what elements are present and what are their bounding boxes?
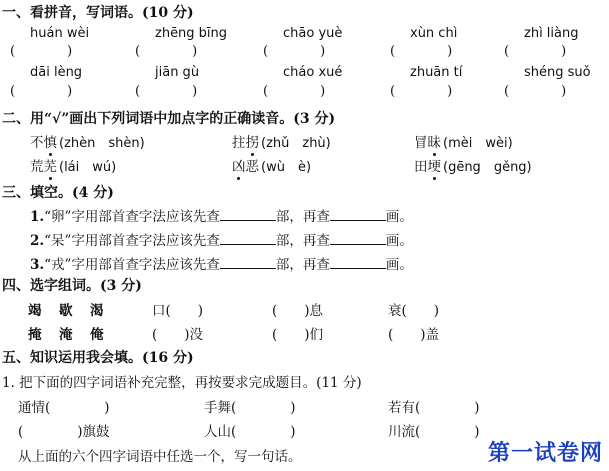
pinyin-row1-5: zhì liàng [524,26,579,41]
pinyin-options[interactable]: (zhǔ zhù) [261,136,331,151]
line-text: 画。 [385,209,413,225]
word-prefix: 田 [414,159,428,175]
word-prefix: 荒 [30,159,44,175]
blank-radical[interactable] [220,256,276,269]
dotted-char: 芜 [43,159,57,175]
answer-box-row2-5[interactable]: ( ) [504,84,567,99]
answer-box-row1-2[interactable]: ( ) [135,44,198,59]
line-text: 字用部首查字法应该先查 [71,209,220,225]
pinyin-row1-4: xùn chì [410,26,458,41]
pinyin-row1-1: huán wèi [30,26,90,41]
section5-row2-item-2[interactable]: 人山( ) [204,424,296,440]
dotted-char: 埂 [427,159,441,175]
section5-row2-item-3[interactable]: 川流( ) [388,424,480,440]
section5-row1-item-3[interactable]: 若有( ) [388,400,480,416]
blank-strokes[interactable] [330,232,386,245]
answer-box-row2-4[interactable]: ( ) [390,84,453,99]
pronunciation-item-4 [30,155,116,175]
answer-box-row1-3[interactable]: ( ) [263,44,326,59]
section3-heading: 三、填空。(4 分) [2,185,114,201]
dotted-char: 拐 [245,135,259,151]
pronunciation-item-5 [232,155,311,175]
line-text: 画。 [385,257,413,273]
pinyin-options[interactable]: (wù è) [261,160,312,175]
pinyin-options[interactable]: (zhèn shèn) [59,136,145,151]
section5-question-1: 1. 把下面的四字词语补充完整，再按要求完成题目。(11 分) [2,375,362,391]
target-char: “呆” [44,233,72,249]
blank-strokes[interactable] [330,208,386,221]
fill-line-1 [30,205,413,225]
section4-row1-chars: 竭 歇 渴 [28,303,106,319]
dotted-char: 凶 [232,159,246,175]
dotted-char: 昧 [427,135,441,151]
line-text: 部，再查 [275,209,330,225]
line-number: 1. [30,209,45,225]
pinyin-options[interactable]: (lái wú) [59,160,117,175]
line-text: 部，再查 [275,233,330,249]
section4-heading: 四、选字组词。(3 分) [2,278,142,294]
pinyin-row2-5: shéng suǒ [524,65,591,80]
fill-line-3 [30,253,413,273]
blank-strokes[interactable] [330,256,386,269]
pinyin-options[interactable]: (gēng gěng) [443,160,532,175]
answer-box-row2-2[interactable]: ( ) [135,84,198,99]
section4-row2-item-2[interactable]: ( )们 [272,327,324,343]
section1-heading: 一、看拼音，写词语。(10 分) [2,5,194,21]
target-char: “卵” [44,209,72,225]
word-prefix: 冒 [414,135,428,151]
word-prefix: 拄 [232,135,246,151]
section5-row2-item-1[interactable]: ( )旗鼓 [18,424,110,440]
line-text: 部，再查 [275,257,330,273]
pronunciation-item-2 [232,131,331,151]
section4-row2-item-1[interactable]: ( )没 [152,327,204,343]
section5-last-line: 从上面的六个四字词语中任选一个，写一句话。 [18,449,302,465]
pinyin-row2-2: jiān gù [155,65,200,80]
line-text: 字用部首查字法应该先查 [71,257,220,273]
target-char: “戎” [44,257,72,273]
line-text: 字用部首查字法应该先查 [71,233,220,249]
answer-box-row2-1[interactable]: ( ) [10,84,73,99]
blank-radical[interactable] [220,208,276,221]
section5-row1-item-2[interactable]: 手舞( ) [204,400,296,416]
section2-heading: 二、用“√”画出下列词语中加点字的正确读音。(3 分) [2,111,336,127]
section5-heading: 五、知识运用我会填。(16 分) [2,350,194,366]
pronunciation-item-6 [414,155,532,175]
pinyin-row2-1: dāi lèng [30,65,83,80]
answer-box-row2-3[interactable]: ( ) [263,84,326,99]
pinyin-row2-3: cháo xué [283,65,343,80]
section4-row1-item-3[interactable]: 衰( ) [388,303,440,319]
answer-box-row1-4[interactable]: ( ) [390,44,453,59]
pinyin-row1-3: chāo yuè [283,26,343,41]
word-suffix: 恶 [245,159,259,175]
line-number: 2. [30,233,45,249]
line-number: 3. [30,257,45,273]
pinyin-row2-4: zhuān tí [410,65,463,80]
section4-row1-item-2[interactable]: ( )息 [272,303,324,319]
section4-row1-item-1[interactable]: 口( ) [152,303,204,319]
pinyin-row1-2: zhēng bīng [155,26,228,41]
word-prefix: 不 [30,135,44,151]
answer-box-row1-5[interactable]: ( ) [504,44,567,59]
fill-line-2 [30,229,413,249]
pronunciation-item-1 [30,131,145,151]
pinyin-options[interactable]: (mèi wèi) [443,136,513,151]
section4-row2-chars: 掩 淹 俺 [28,327,106,343]
pronunciation-item-3 [414,131,513,151]
line-text: 画。 [385,233,413,249]
answer-box-row1-1[interactable]: ( ) [10,44,73,59]
dotted-char: 慎 [43,135,57,151]
watermark-logo: 第一试卷网 [488,441,604,466]
blank-radical[interactable] [220,232,276,245]
section4-row2-item-3[interactable]: ( )盖 [388,327,440,343]
section5-row1-item-1[interactable]: 通情( ) [18,400,110,416]
